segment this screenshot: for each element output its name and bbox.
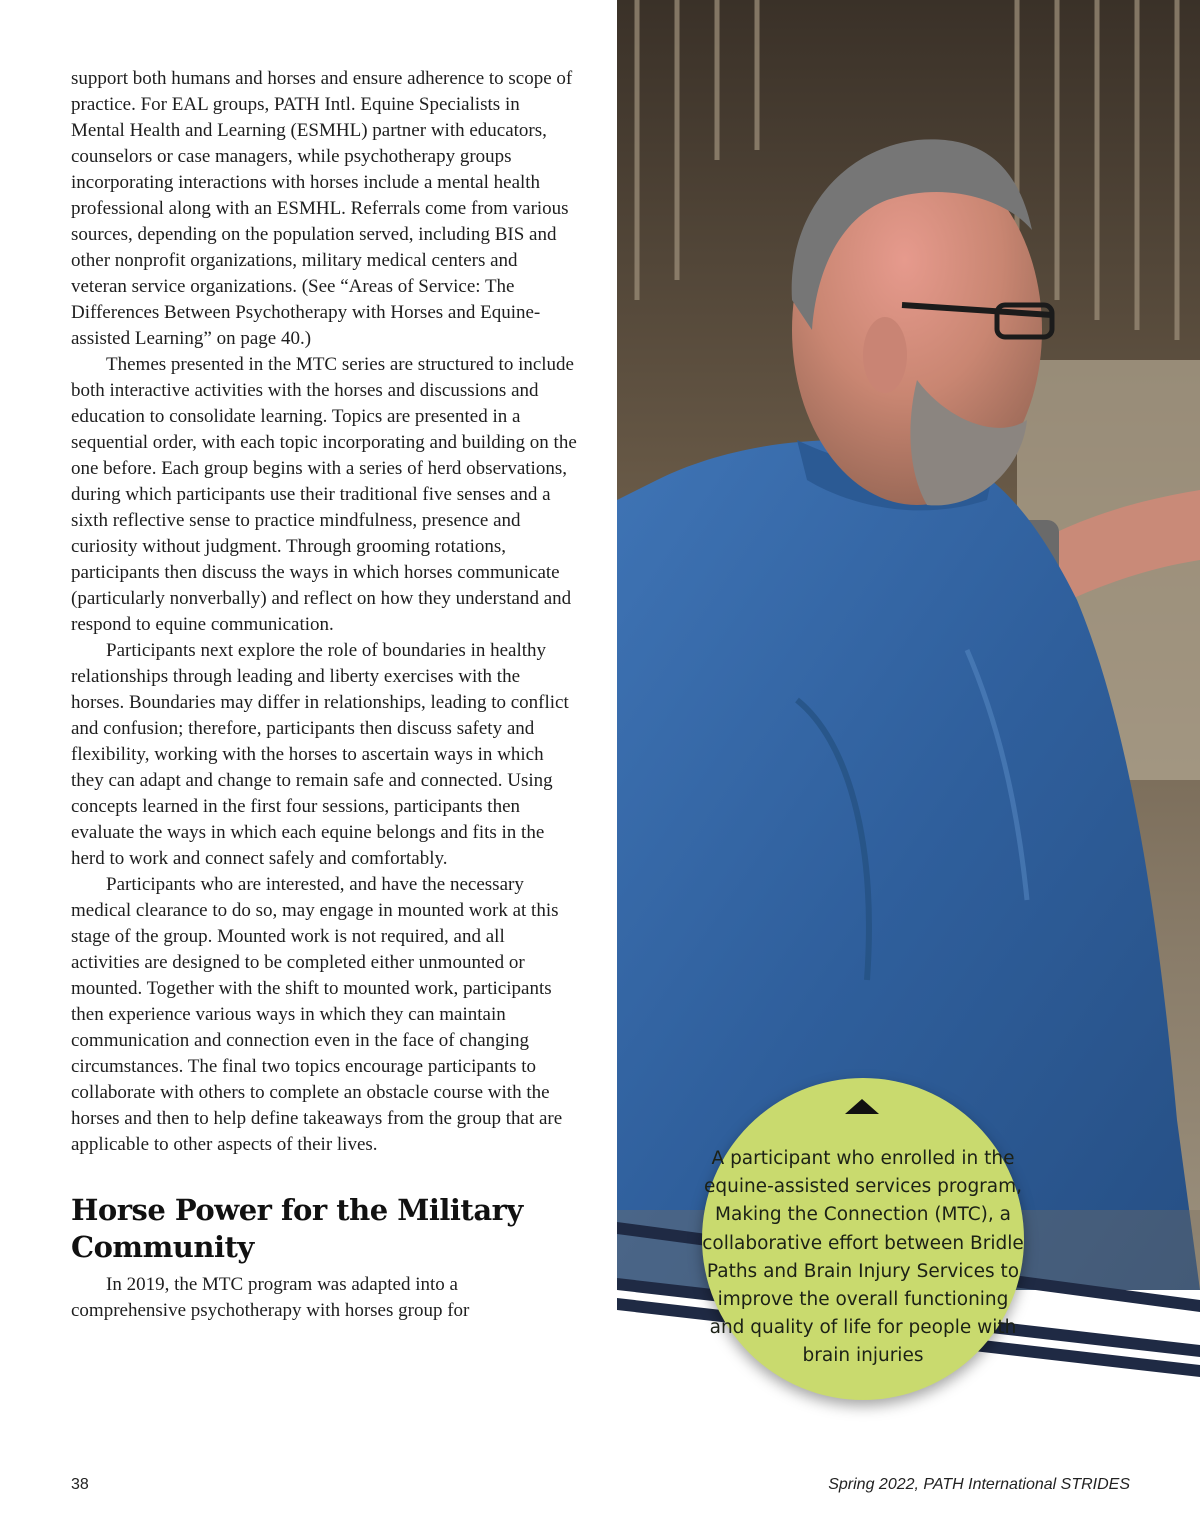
body-paragraph-2: Themes presented in the MTC series are structured to include both interactive activities with the horses and discussions and education to consolidate learning. Topics are presented in a sequential order, with each topic incorporating and building on the one before. Each group begins with a series of herd observations, during which participants use their traditional five senses and a sixth reflective sense to practice mindfulness, presence and curiosity without judgment. Through grooming rotations, participants then discuss the ways in which horses communicate (particularly nonverbally) and reflect on how they understand and respond to equine communication. <box>71 354 577 635</box>
body-paragraph-5: In 2019, the MTC program was adapted into a comprehensive psychotherapy with horses group for <box>71 1274 470 1321</box>
page-number: 38 <box>71 1476 89 1493</box>
triangle-up-icon <box>845 1099 879 1114</box>
publication-footer: Spring 2022, PATH International STRIDES <box>828 1476 1130 1493</box>
body-paragraph-3: Participants next explore the role of boundaries in healthy relationships through leading and liberty exercises with the horses. Boundaries may differ in relationships, leading to conflict and confusion; therefore, participants then discuss safety and flexibility, working with the horses to ascertain ways in which they can adapt and change to remain safe and connected. Using concepts learned in the first four sessions, participants then evaluate the ways in which each equine belongs and fits in the herd to work and connect safely and comfortably. <box>71 640 569 869</box>
body-paragraph-1: support both humans and horses and ensure adherence to scope of practice. For EAL groups, PATH Intl. Equine Specialists in Mental Health and Learning (ESMHL) partner with educators, counselors or case managers, while psychotherapy groups incorporating interactions with horses include a mental health professional along with an ESMHL. Referrals come from various sources, depending on the population served, including BIS and other nonprofit organizations, military medical centers and veteran service organizations. (See “Areas of Service: The Differences Between Psychotherapy with Horses and Equine-assisted Learning” on page 40.) <box>71 68 573 349</box>
article-text-column <box>71 66 577 1324</box>
photo-caption: A participant who enrolled in the equine-assisted services program, Making the Connection (MTC), a collaborative effort between Bridle Paths and Brain Injury Services to improve the overall functioning and quality of life for people with brain injuries <box>702 1148 1024 1367</box>
body-paragraph-4: Participants who are interested, and have the necessary medical clearance to do so, may engage in mounted work at this stage of the group. Mounted work is not required, and all activities are designed to be completed either unmounted or mounted. Together with the shift to mounted work, participants then experience various ways in which they can maintain communication and connection even in the face of changing circumstances. The final two topics encourage participants to collaborate with others to complete an obstacle course with the horses and then to help define takeaways from the group that are applicable to other aspects of their lives. <box>71 874 563 1155</box>
section-heading: Horse Power for the Military Community <box>71 1193 523 1264</box>
